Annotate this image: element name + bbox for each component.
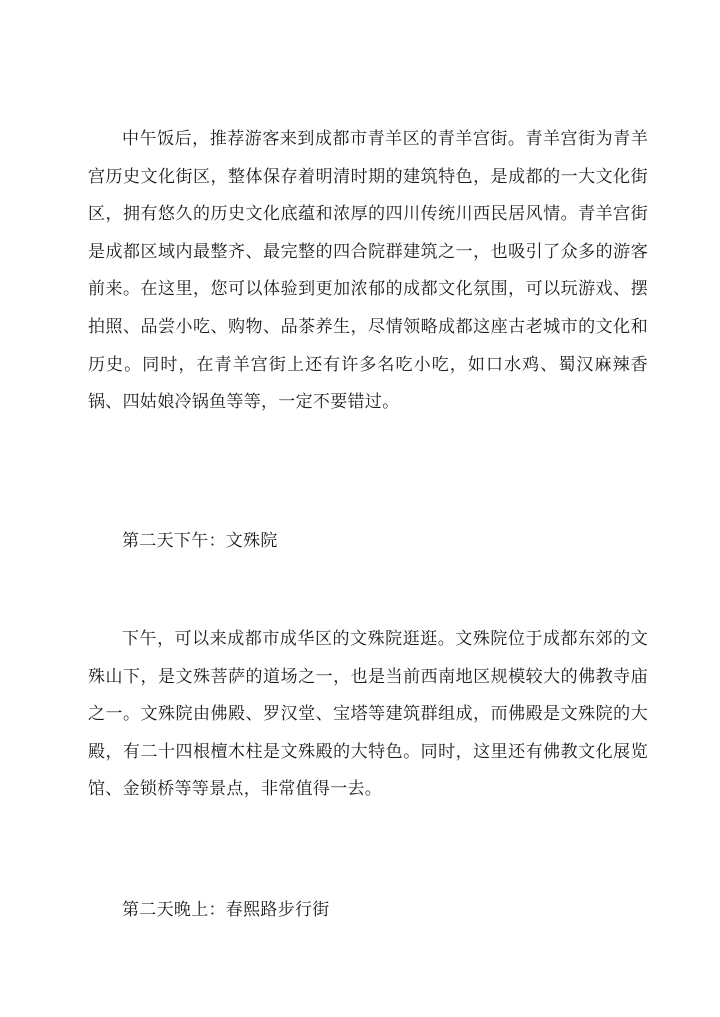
- paragraph-wenshu-monastery: 下午，可以来成都市成华区的文殊院逛逛。文殊院位于成都东郊的文殊山下，是文殊菩萨的道场之一，也是当前西南地区规模较大的佛教寺庙之一。文殊院由佛殿、罗汉堂、宝塔等建筑群组成，而佛殿是文殊院的大殿，有二十四根檀木柱是文殊殿的大特色。同时，这里还有佛教文化展览馆、金锁桥等等景点，非常值得一去。: [88, 629, 648, 800]
- section-heading-chunxi-road: 第二天晚上：春熙路步行街: [122, 900, 330, 920]
- paragraph-qingyanggong-street: 中午饭后，推荐游客来到成都市青羊区的青羊宫街。青羊宫街为青羊宫历史文化街区，整体保存着明清时期的建筑特色，是成都的一大文化街区，拥有悠久的历史文化底蕴和浓厚的四川传统川西民居风情。青羊宫街是成都区域内最整齐、最完整的四合院群建筑之一，也吸引了众多的游客前来。在这里，您可以体验到更加浓郁的成都文化氛围，可以玩游戏、摆拍照、品尝小吃、购物、品茶养生，尽情领略成都这座古老城市的文化和历史。同时，在青羊宫街上还有许多名吃小吃，如口水鸡、蜀汉麻辣香锅、四姑娘冷锅鱼等等，一定不要错过。: [88, 129, 648, 413]
- section-heading-wenshu-monastery: 第二天下午：文殊院: [122, 531, 278, 551]
